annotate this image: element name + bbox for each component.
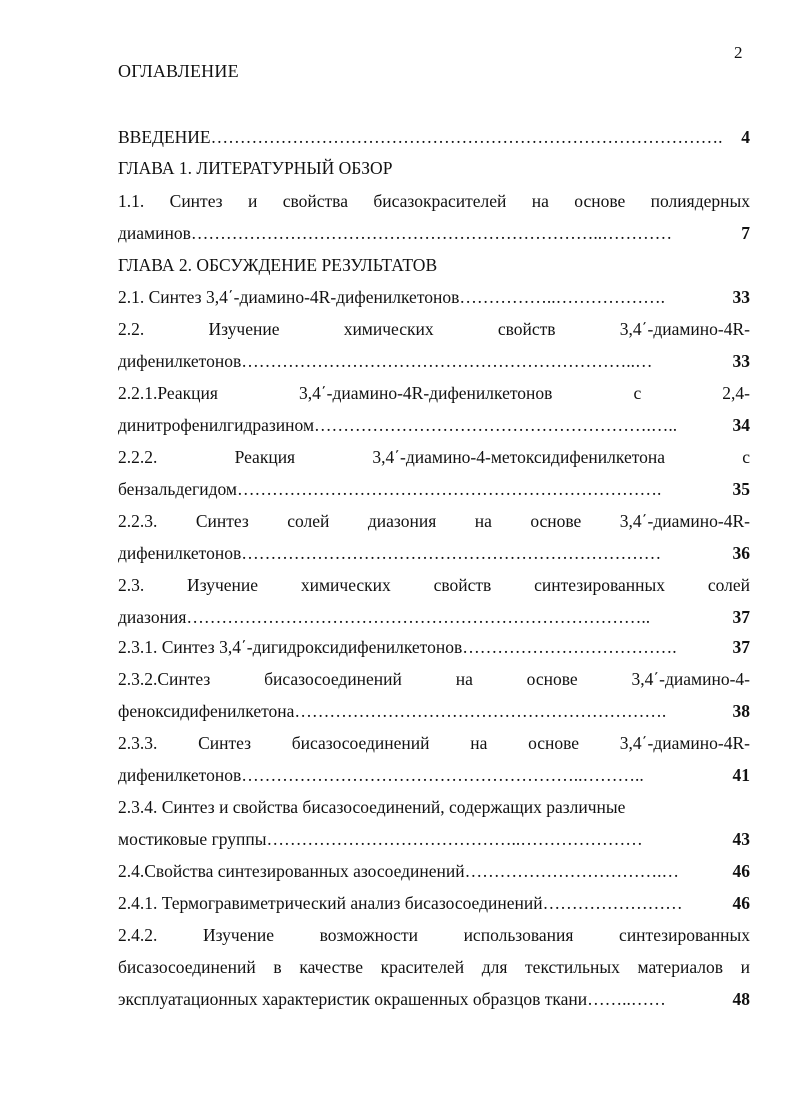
toc-entry-text: 2.2.3. Синтез солей диазония на основе 3,4΄-диамино-4R- bbox=[118, 511, 750, 531]
toc-leader-dots: ………………………………………………………. bbox=[294, 701, 667, 721]
toc-leader-dots: …………………………………………………..……….. bbox=[241, 765, 644, 785]
toc-line bbox=[118, 988, 750, 1012]
toc-entry-text: 2.3.2.Синтез бисазосоединений на основе 3,4΄-диамино-4- bbox=[118, 669, 750, 689]
toc-entry-text: 2.3.3. Синтез бисазосоединений на основе 3,4΄-диамино-4R- bbox=[118, 733, 750, 753]
toc-leader-dots: …………………………….… bbox=[464, 861, 679, 881]
toc-page-number: 46 bbox=[732, 861, 750, 881]
toc-leader-dots: …………………… bbox=[542, 893, 683, 913]
toc-page-number: 46 bbox=[732, 893, 750, 913]
toc-line bbox=[118, 700, 750, 724]
toc-page-number: 37 bbox=[732, 607, 750, 627]
toc-entry-text: мостиковые группы bbox=[118, 829, 267, 849]
toc-leader-dots: ………………………………. bbox=[462, 637, 677, 657]
toc-entry-text: 2.3. Изучение химических свойств синтезированных солей bbox=[118, 575, 750, 595]
toc-leader-dots: ……………………………………………………………………………. bbox=[210, 127, 723, 147]
toc-leader-dots: ……..…… bbox=[587, 989, 666, 1009]
toc-line bbox=[118, 860, 750, 884]
toc-page-number: 33 bbox=[732, 287, 750, 307]
toc-page-number: 7 bbox=[741, 223, 750, 243]
toc-leader-dots: ……………………………………..………………… bbox=[266, 829, 643, 849]
toc-entry-text: 2.2.2. Реакция 3,4΄-диамино-4-метоксидифенилкетона с bbox=[118, 447, 750, 467]
toc-entry-text: 2.4.Свойства синтезированных азосоединений bbox=[118, 861, 465, 881]
toc-entry-text: феноксидифенилкетона bbox=[118, 701, 295, 721]
toc-page-number: 33 bbox=[732, 351, 750, 371]
toc-entry-text: 2.4.1. Термогравиметрический анализ бисазосоединений bbox=[118, 893, 543, 913]
toc-leader-dots: …………………………………………………………..… bbox=[241, 351, 653, 371]
toc-leader-dots: …………………………………………………………………….. bbox=[186, 607, 651, 627]
toc-page-number: 41 bbox=[732, 765, 750, 785]
toc-entry-text: 1.1. Синтез и свойства бисазокрасителей на основе полиядерных bbox=[118, 191, 750, 211]
toc-line bbox=[118, 222, 750, 246]
toc-entry-text: 2.3.4. Синтез и свойства бисазосоединений, содержащих различные bbox=[118, 797, 626, 817]
toc-entry-text: дифенилкетонов bbox=[118, 351, 242, 371]
toc-entry-text: ВВЕДЕНИЕ bbox=[118, 127, 211, 147]
toc-page-number: 35 bbox=[732, 479, 750, 499]
toc-entry-text: диаминов bbox=[118, 223, 191, 243]
toc-page-number: 34 bbox=[732, 415, 750, 435]
toc-leader-dots: ………………………………………………………………. bbox=[236, 479, 662, 499]
toc-entry-text: бисазосоединений в качестве красителей для текстильных материалов и bbox=[118, 957, 750, 977]
toc-entry-text: 2.1. Синтез 3,4΄-диамино-4R-дифенилкетонов bbox=[118, 287, 460, 307]
toc-leader-dots: ………………………………………………….….. bbox=[314, 415, 678, 435]
toc-line bbox=[118, 636, 750, 660]
toc-entry-text: 2.3.1. Синтез 3,4΄-дигидроксидифенилкетонов bbox=[118, 637, 463, 657]
toc-page-number: 38 bbox=[732, 701, 750, 721]
toc-page-number: 37 bbox=[732, 637, 750, 657]
chapter-heading: ГЛАВА 1. ЛИТЕРАТУРНЫЙ ОБЗОР bbox=[118, 158, 393, 178]
toc-entry-text: бензальдегидом bbox=[118, 479, 237, 499]
toc-page-number: 36 bbox=[732, 543, 750, 563]
chapter-heading: ГЛАВА 2. ОБСУЖДЕНИЕ РЕЗУЛЬТАТОВ bbox=[118, 255, 438, 275]
toc-entry-text: диазония bbox=[118, 607, 187, 627]
toc-entry-text: 2.4.2. Изучение возможности использования синтезированных bbox=[118, 925, 750, 945]
toc-line bbox=[118, 828, 750, 852]
toc-title: ОГЛАВЛЕНИЕ bbox=[118, 61, 239, 81]
toc-leader-dots: ……………..………………. bbox=[459, 287, 665, 307]
toc-leader-dots: ……………………………………………………………..………… bbox=[190, 223, 673, 243]
toc-page-number: 43 bbox=[732, 829, 750, 849]
toc-line bbox=[118, 286, 750, 310]
toc-line bbox=[118, 414, 750, 438]
toc-entry-text: дифенилкетонов bbox=[118, 765, 242, 785]
toc-line bbox=[118, 478, 750, 502]
toc-entry-text: дифенилкетонов bbox=[118, 543, 242, 563]
toc-entry-text: эксплуатационных характеристик окрашенных образцов ткани bbox=[118, 989, 588, 1009]
toc-line bbox=[118, 350, 750, 374]
toc-line bbox=[118, 892, 750, 916]
toc-entry-text: динитрофенилгидразином bbox=[118, 415, 315, 435]
toc-leader-dots: ……………………………………………………………… bbox=[241, 543, 662, 563]
toc-line bbox=[118, 764, 750, 788]
toc-page-number: 48 bbox=[732, 989, 750, 1009]
toc-page-number: 4 bbox=[741, 127, 750, 147]
toc-line bbox=[118, 542, 750, 566]
toc-line bbox=[118, 606, 750, 630]
toc-line bbox=[118, 126, 750, 150]
page-number: 2 bbox=[734, 43, 743, 62]
toc-entry-text: 2.2.1.Реакция 3,4΄-диамино-4R-дифенилкетонов с 2,4- bbox=[118, 383, 750, 403]
toc-entry-text: 2.2. Изучение химических свойств 3,4΄-диамино-4R- bbox=[118, 319, 750, 339]
